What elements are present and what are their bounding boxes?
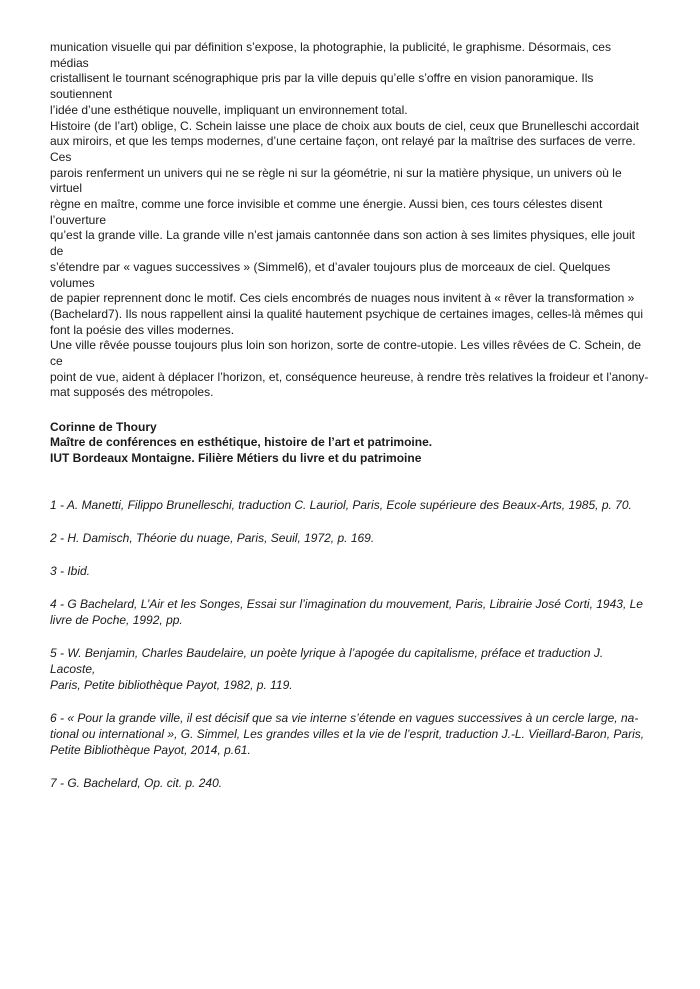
- article-body: [50, 40, 650, 401]
- footnotes: [50, 497, 650, 791]
- footnote: 6 - « Pour la grande ville, il est décisif que sa vie interne s’étende en vagues successives à un cercle large, na- tional ou international », G. Simmel, Les grandes villes et la vie de l’esprit, traduction J.-L. Vieillard-Baron, Paris, Petite Bibliothèque Payot, 2014, p.61.: [50, 711, 645, 758]
- paragraph: munication visuelle qui par définition s’expose, la photographie, la publicité, le graphisme. Désormais, ces médias cristallisent le tournant scénographique pris par la ville depuis qu’elle s’offre en vision panoramique. Ils soutiennent l’idée d’une esthétique nouvelle, impliquant un environnement total.: [50, 40, 611, 117]
- author-signature: [50, 420, 650, 466]
- footnote: 2 - H. Damisch, Théorie du nuage, Paris, Seuil, 1972, p. 169.: [50, 531, 375, 546]
- footnote: 1 - A. Manetti, Filippo Brunelleschi, traduction C. Lauriol, Paris, Ecole supérieure des Beaux-Arts, 1985, p. 70.: [50, 498, 632, 513]
- footnote: 3 - Ibid.: [50, 564, 91, 579]
- author-institution: IUT Bordeaux Montaigne. Filière Métiers du livre et du patrimoine: [50, 450, 422, 465]
- footnote: 5 - W. Benjamin, Charles Baudelaire, un poète lyrique à l’apogée du capitalisme, préface et traduction J. Lacoste, Paris, Petite bibliothèque Payot, 1982, p. 119.: [50, 646, 604, 693]
- footnote: 7 - G. Bachelard, Op. cit. p. 240.: [50, 776, 223, 791]
- paragraph: Une ville rêvée pousse toujours plus loin son horizon, sorte de contre-utopie. Les villes rêvées de C. Schein, de ce point de vue, aident à déplacer l’horizon, et, conséquence heureuse, à rendre très relatives la froideur et l’anony- mat supposés des métropoles.: [50, 338, 649, 400]
- paragraph: Histoire (de l’art) oblige, C. Schein laisse une place de choix aux bouts de ciel, ceux que Brunelleschi accordait aux miroirs, et que les temps modernes, d’une certaine façon, ont relayé par la maîtrise des surfaces de verre. Ces parois renferment un univers qui ne se règle ni sur la géométrie, ni sur la matière physique, un univers où le virtuel règne en maître, comme une force invisible et comme une énergie. Aussi bien, ces tours célestes disent l’ouverture qu’est la grande ville. La grande ville n’est jamais cantonnée dans son action à ses limites physiques, elle jouit de s’étendre par « vagues successives » (Simmel6), et d’avaler toujours plus de morceaux de ciel. Quelques volumes de papier reprennent donc le motif. Ces ciels encombrés de nuages nous invitent à « rêver la transformation » (Bachelard7). Ils nous rappellent ainsi la qualité hautement psychique de certaines images, celles-là mêmes qui font la poésie des villes modernes.: [50, 118, 643, 337]
- document-page: [50, 40, 650, 808]
- author-name: Corinne de Thoury: [50, 420, 157, 435]
- footnote: 4 - G Bachelard, L’Air et les Songes, Essai sur l’imagination du mouvement, Paris, Librairie José Corti, 1943, Le livre de Poche, 1992, pp.: [50, 597, 643, 628]
- author-title: Maître de conférences en esthétique, histoire de l’art et patrimoine.: [50, 435, 433, 450]
